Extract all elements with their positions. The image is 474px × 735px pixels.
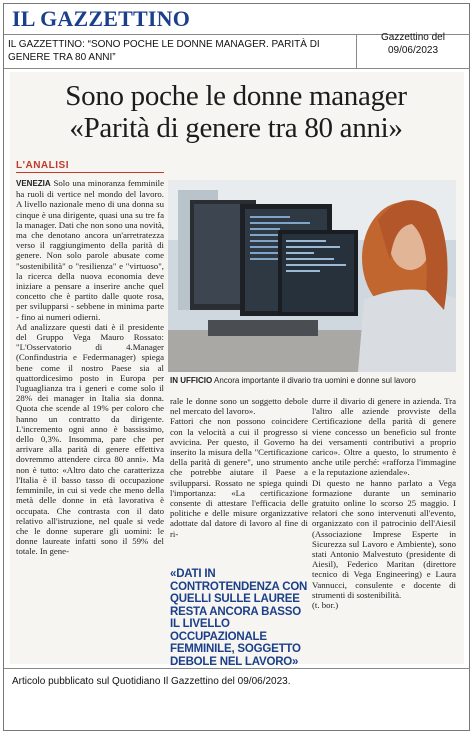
date-label: Gazzettino del bbox=[381, 32, 445, 43]
article-column-2: rale le donne sono un soggetto debole nel mercato del lavoro». Fattori che non possono coincidere con la velocità a cui il progresso si avvicina. Per questo, il Governo ha inserito la misura della "Certificazione della parità di genere", uno strumento che potrebbe aiutare il Paese a svilupparsi. Rossato ne spiega quindi l'importanza: «La certificazione consente di attestare l'efficacia delle politiche e delle misure organizzative adottate dal datore di lavoro al fine di ri- bbox=[170, 396, 308, 539]
article-column-1 bbox=[16, 178, 164, 660]
article-photo bbox=[168, 180, 456, 372]
pull-quote: «DATI IN CONTROTENDENZA CON QUELLI SULLE LAUREE RESTA ANCORA BASSO IL LIVELLO OCCUPAZIONALE FEMMINILE, SOGGETTO DEBOLE NEL LAVORO» bbox=[170, 568, 308, 668]
dateline: VENEZIA bbox=[16, 179, 51, 188]
footer-divider bbox=[4, 668, 470, 669]
date-value: 09/06/2023 bbox=[387, 45, 439, 56]
headline-line-2: «Parità di genere tra 80 anni» bbox=[69, 112, 403, 144]
header-separator bbox=[356, 34, 357, 68]
column-1-text: Solo una minoranza femminile ha ruoli di vertice nel mondo del lavoro. A livello nazionale meno di una donna su cinque è una dirigente, quasi una su tre fa la manager. Dati che non sono una novità, ma che denotano ancora un'arretratezza verso il raggiungimento della parità di genere. Non solo parole abusate come "sostenibilità" o "resilienza" e "virtuoso", la ricerca della nuova economia deve iniziare a pensare a inserire anche quel concetto che è partito dalle quote rosa, per svilupparsi - sebbene in minima parte - fino ai numeri odierni. Ad analizzare questi dati è il presidente del Gruppo Vega Mauro Rossato: "L'Osservatorio di 4.Manager (Confindustria e Federmanager) spiega bene come il nostro Paese sia al quattordicesimo posto in Europa per l'uguaglianza tra i generi e come solo il 28% dei manager in Italia sia donna. Quota che scende al 19% per coloro che hanno un contratto da dirigente. L'incremento ogni anno è bassissimo, dello 0,3%. Insomma, pare che per arrivare alla parità di genere effettiva dovremmo attendere circa 80 anni». Ma non è tutto: «Altro dato che caratterizza l'Italia è il basso tasso di occupazione femminile, in cui si vede che meno della metà delle donne in età lavorativa è occupata. Che contrasta con il dato relativo all'istruzione, nel quale si vede che le donne superare gli uomini: le donne laureate infatti sono il 59% del totale. In gene- bbox=[16, 178, 164, 557]
photo-caption bbox=[170, 376, 456, 386]
clipping-title: IL GAZZETTINO: “SONO POCHE LE DONNE MANAGER. PARITÀ DI GENERE TRA 80 ANNI” bbox=[8, 39, 320, 63]
publication-note: Articolo pubblicato sul Quotidiano Il Gazzettino del 09/06/2023. bbox=[12, 676, 291, 687]
newspaper-logo: IL GAZZETTINO bbox=[12, 6, 191, 31]
clipping-date bbox=[360, 31, 466, 57]
header-divider-bottom bbox=[4, 68, 470, 69]
article-headline bbox=[16, 80, 456, 144]
headline-line-1: Sono poche le donne manager bbox=[65, 80, 407, 112]
office-woman-image bbox=[168, 180, 456, 372]
masthead-bar bbox=[4, 4, 470, 32]
caption-text: Ancora importante il divario tra uomini e donne sul lavoro bbox=[214, 376, 416, 385]
article-column-3: durre il divario di genere in azienda. Tra l'altro alle aziende provviste della Certificazione della parità di genere viene concesso un beneficio sul fronte dei versamenti contributivi a proprio carico». Oltre a questo, lo strumento è anche utile perché: «rafforza l'immagine e la reputazione aziendale». Di questo ne hanno parlato a Vega formazione durante un seminario gratuito online lo scorso 25 maggio. I relatori che sono intervenuti all'evento, organizzato con il patrocinio dell'Aiesil (Associazione Imprese Esperte in Sicurezza sul Lavoro e Ambiente), sono stati Antonio Malvestuto (presidente di Aiesil), Federico Maritan (direttore tecnico di Vega Engineering) e Laura Vannucci, consulente e docente di strumenti di sostenibilità. (t. bor.) bbox=[312, 396, 456, 611]
section-kicker: L'ANALISI bbox=[16, 160, 69, 171]
caption-label: IN UFFICIO bbox=[170, 376, 213, 385]
kicker-rule bbox=[16, 172, 164, 173]
